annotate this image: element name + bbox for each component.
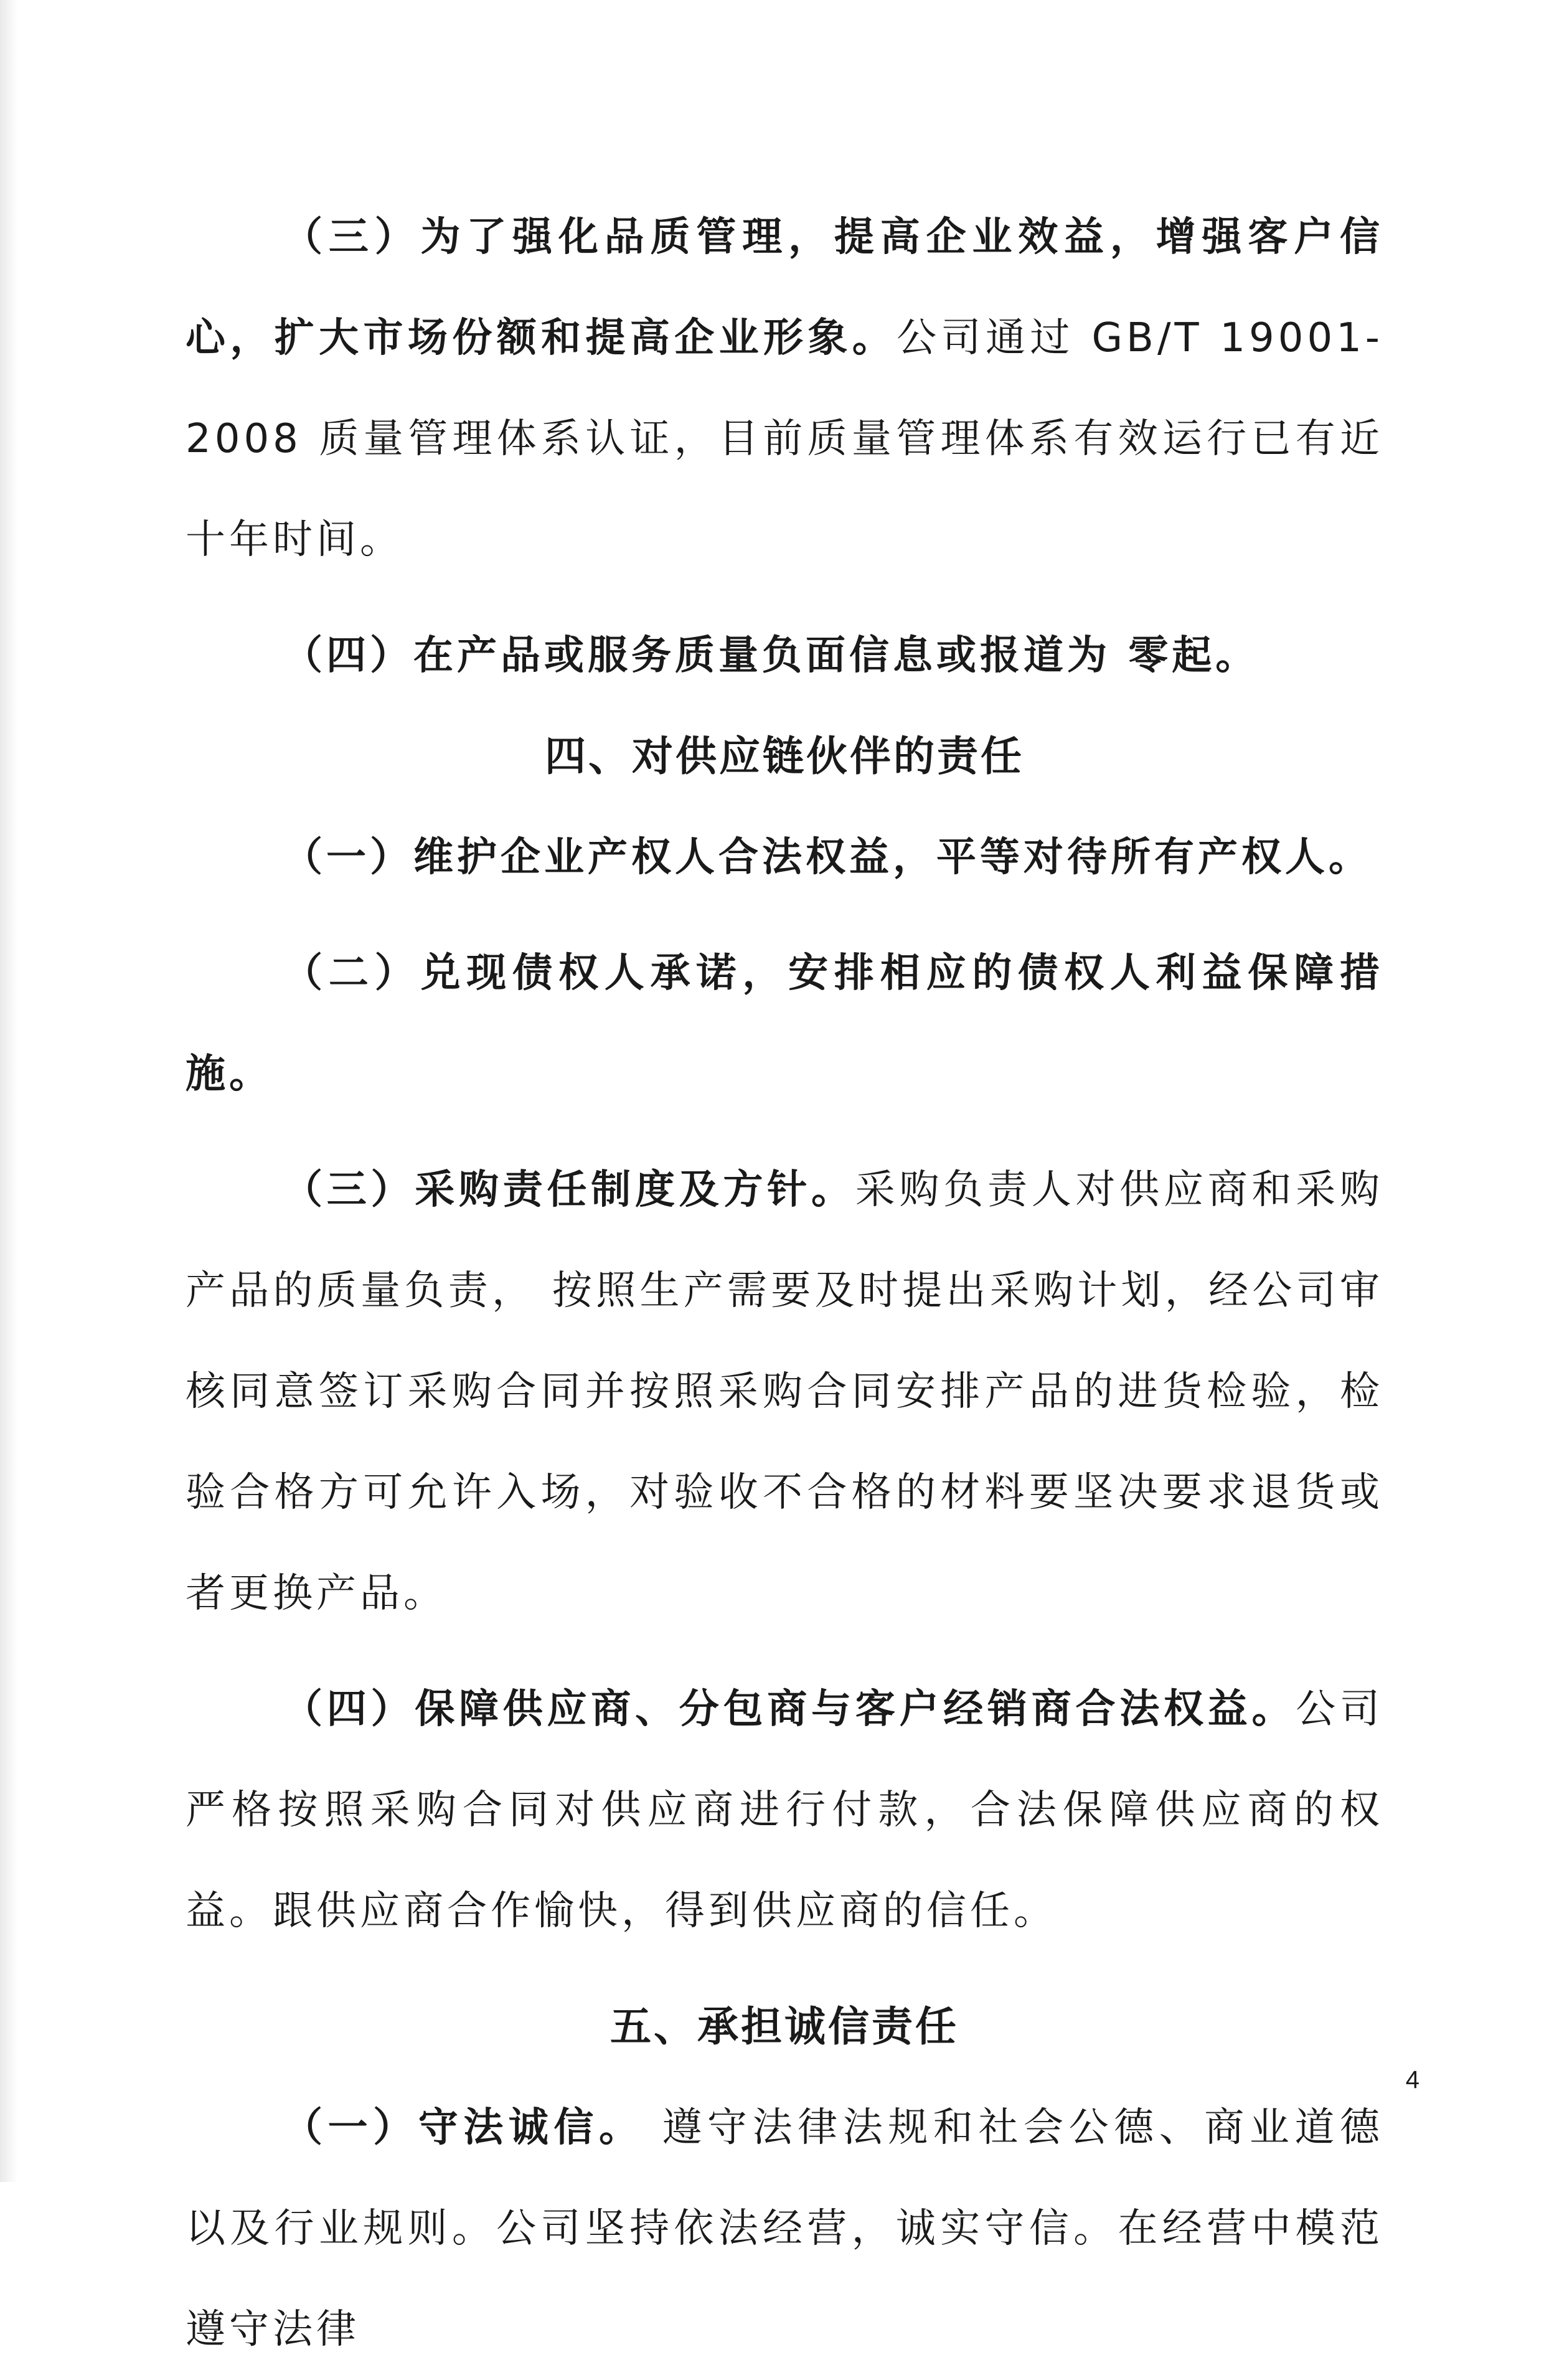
section-heading-5: 五、承担诚信责任 bbox=[610, 2003, 959, 2051]
paragraph-text: 遵守法律法规和社会公德、商业道德以及行业规则。公司坚持依法经营，诚实守信。在经营中模范遵守法律 bbox=[186, 2105, 1384, 2353]
paragraph-quality-3 bbox=[186, 187, 1383, 590]
paragraph-lead: （二）兑现债权人承诺，安排相应的债权人利益保障措施。 bbox=[186, 950, 1383, 1097]
paragraph-lead: （一）守法诚信。 bbox=[283, 2105, 644, 2151]
section-heading-4: 四、对供应链伙伴的责任 bbox=[545, 732, 1024, 780]
paragraph-supply-1 bbox=[186, 807, 1383, 908]
paragraph-integrity-1 bbox=[186, 2077, 1383, 2380]
paragraph-lead: （一）维护企业产权人合法权益，平等对待所有产权人。 bbox=[283, 834, 1372, 881]
scan-edge-shadow bbox=[0, 0, 17, 2182]
paragraph-quality-4 bbox=[186, 605, 1383, 706]
paragraph-text: 采购负责人对供应商和采购产品的质量负责， 按照生产需要及时提出采购计划，经公司审核同意签订采购合同并按照采购合同安排产品的进货检验，检验合格方可允许入场，对验收不合格的材料要坚决要求退货或者更换产品。 bbox=[186, 1167, 1383, 1617]
document-body bbox=[186, 187, 1383, 2380]
paragraph-supply-2 bbox=[186, 923, 1383, 1125]
paragraph-supply-3 bbox=[186, 1140, 1383, 1644]
paragraph-lead: （四）在产品或服务质量负面信息或报道为 零起。 bbox=[283, 633, 1259, 679]
paragraph-text: 公司严格按照采购合同对供应商进行付款，合法保障供应商的权益。跟供应商合作愉快，得到供应商的信任。 bbox=[186, 1686, 1383, 1934]
paragraph-lead: （四）保障供应商、分包商与客户经销商合法权益。 bbox=[283, 1686, 1296, 1732]
paragraph-lead: （三）采购责任制度及方针。 bbox=[283, 1167, 855, 1213]
paragraph-text: 公司通过 GB/T 19001-2008 质量管理体系认证，目前质量管理体系有效运行已有近十年时间。 bbox=[186, 315, 1384, 563]
paragraph-lead: （三）为了强化品质管理，提高企业效益，增强客户信心，扩大市场份额和提高企业形象。 bbox=[186, 214, 1383, 361]
page-number: 4 bbox=[1405, 2066, 1419, 2094]
paragraph-supply-4 bbox=[186, 1659, 1383, 1962]
